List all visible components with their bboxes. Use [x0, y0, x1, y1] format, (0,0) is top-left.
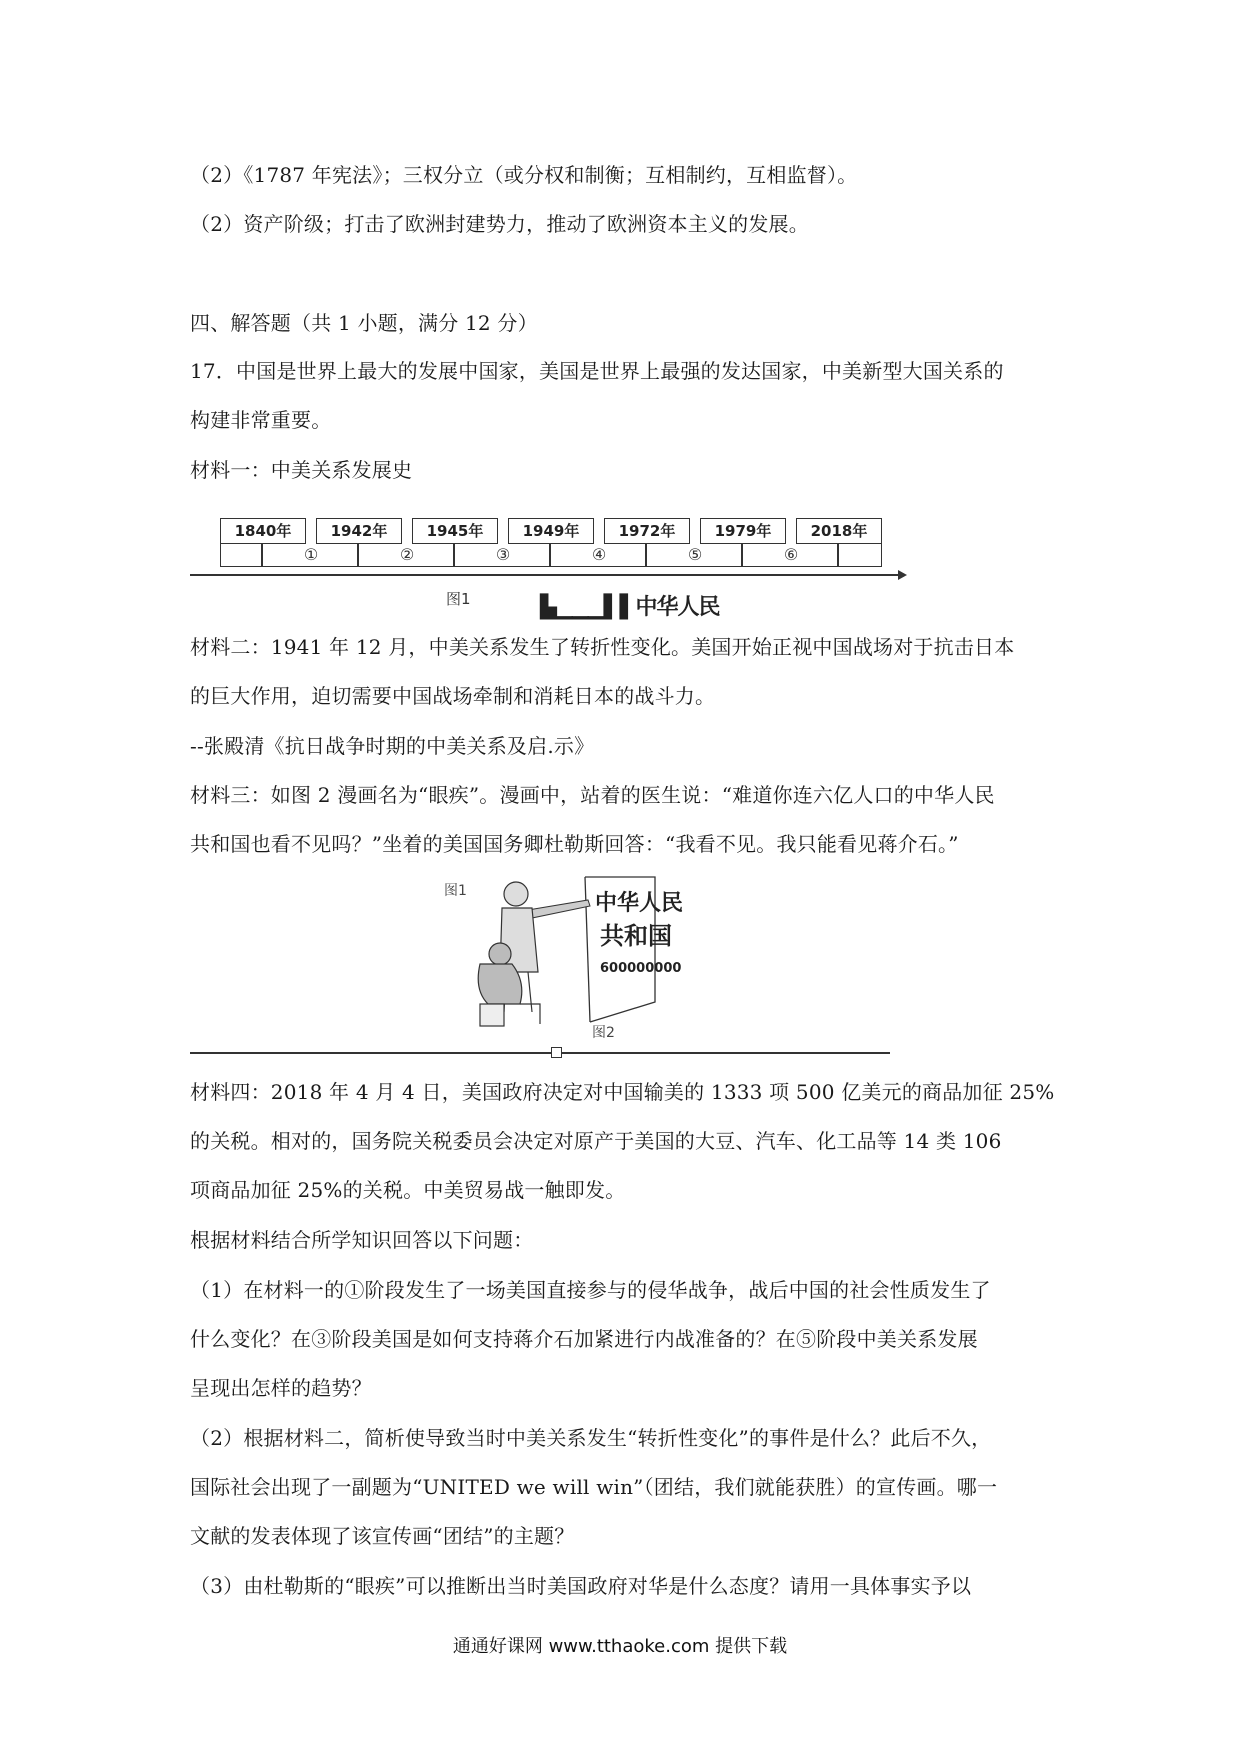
- timeline-year: 1979年: [700, 518, 786, 544]
- material2-line-1: 材料二：1941 年 12 月，中美关系发生了转折性变化。美国开始正视中国战场对于抗击日本: [190, 635, 1015, 659]
- figure-1-caption: 图1: [446, 590, 471, 608]
- material4-line-1: 材料四：2018 年 4 月 4 日，美国政府决定对中国输美的 1333 项 500 亿美元的商品加征 25%: [190, 1080, 1055, 1104]
- timeline-stage-row: [220, 544, 882, 567]
- question-stem: 17．中国是世界上最大的发展中国家，美国是世界上最强的发达国家，中美新型大国关系的: [190, 359, 1004, 383]
- page-footer: 通通好课网 www.tthaoke.com 提供下载: [452, 1636, 788, 1657]
- fragment-text: 中华人民: [635, 595, 720, 620]
- timeline-figure: [190, 508, 910, 618]
- cartoon-illustration: [440, 872, 700, 1042]
- section-title: 四、解答题（共 1 小题，满分 12 分）: [190, 311, 538, 335]
- material2-source: --张殿清《抗日战争时期的中美关系及启.示》: [190, 734, 595, 758]
- q2-line-2: 国际社会出现了一副题为“UNITED we will win”（团结，我们就能获胜）的宣传画。哪一: [190, 1475, 998, 1499]
- q1-line-3: 呈现出怎样的趋势？: [190, 1376, 372, 1400]
- timeline-year: 2018年: [796, 518, 882, 544]
- timeline-year: 1945年: [412, 518, 498, 544]
- horizontal-rule: [190, 1052, 890, 1054]
- timeline-year: 1949年: [508, 518, 594, 544]
- timeline-stage: ③: [495, 545, 511, 564]
- answer-line-1: （2）《1787 年宪法》；三权分立（或分权和制衡；互相制约，互相监督）。: [190, 163, 858, 187]
- sign-text-line-1: 中华人民: [595, 891, 684, 916]
- resize-handle-icon[interactable]: [551, 1047, 562, 1058]
- material4-line-3: 项商品加征 25%的关税。中美贸易战一触即发。: [190, 1178, 626, 1202]
- timeline-stage: ⑤: [687, 545, 703, 564]
- timeline-stage: ⑥: [783, 545, 799, 564]
- material3-line-1: 材料三：如图 2 漫画名为“眼疾”。漫画中，站着的医生说：“难道你连六亿人口的中华人民: [190, 783, 995, 807]
- q3-line-1: （3）由杜勒斯的“眼疾”可以推断出当时美国政府对华是什么态度？请用一具体事实予以: [190, 1574, 972, 1598]
- timeline-stage: ①: [303, 545, 319, 564]
- q1-line-2: 什么变化？在③阶段美国是如何支持蒋介石加紧进行内战准备的？在⑤阶段中美关系发展: [190, 1327, 978, 1351]
- timeline-stage: ④: [591, 545, 607, 564]
- sign-text-line-3: 600000000: [600, 961, 682, 976]
- fragment-glyphs-icon: ▙▁▁▁▌▌: [540, 595, 636, 620]
- material3-line-2: 共和国也看不见吗？”坐着的美国国务卿杜勒斯回答：“我看不见。我只能看见蒋介石。”: [190, 832, 959, 856]
- question-stem-cont: 构建非常重要。: [190, 408, 332, 432]
- pointing-arm: [528, 900, 590, 918]
- material1-title: 材料一：中美关系发展史: [190, 458, 413, 482]
- cartoon-label-top: 图1: [444, 883, 467, 899]
- sign-text-line-2: 共和国: [600, 922, 672, 950]
- timeline-year: 1840年: [220, 518, 306, 544]
- material2-line-2: 的巨大作用，迫切需要中国战场牵制和消耗日本的战斗力。: [190, 684, 716, 708]
- timeline-year: 1942年: [316, 518, 402, 544]
- timeline-year: 1972年: [604, 518, 690, 544]
- answer-prompt: 根据材料结合所学知识回答以下问题：: [190, 1228, 534, 1252]
- timeline-arrow-icon: [898, 570, 907, 580]
- figure-fragment: [540, 590, 720, 621]
- q2-line-1: （2）根据材料二，简析使导致当时中美关系发生“转折性变化”的事件是什么？此后不久，: [190, 1426, 992, 1450]
- cartoon-label-bottom: 图2: [592, 1025, 615, 1041]
- answer-line-2: （2）资产阶级；打击了欧洲封建势力，推动了欧洲资本主义的发展。: [190, 212, 809, 236]
- timeline-stage: ②: [399, 545, 415, 564]
- material4-line-2: 的关税。相对的，国务院关税委员会决定对原产于美国的大豆、汽车、化工品等 14 类 106: [190, 1129, 1002, 1153]
- timeline-axis: [190, 574, 902, 576]
- q2-line-3: 文献的发表体现了该宣传画“团结”的主题？: [190, 1524, 575, 1548]
- q1-line-1: （1）在材料一的①阶段发生了一场美国直接参与的侵华战争，战后中国的社会性质发生了: [190, 1278, 991, 1302]
